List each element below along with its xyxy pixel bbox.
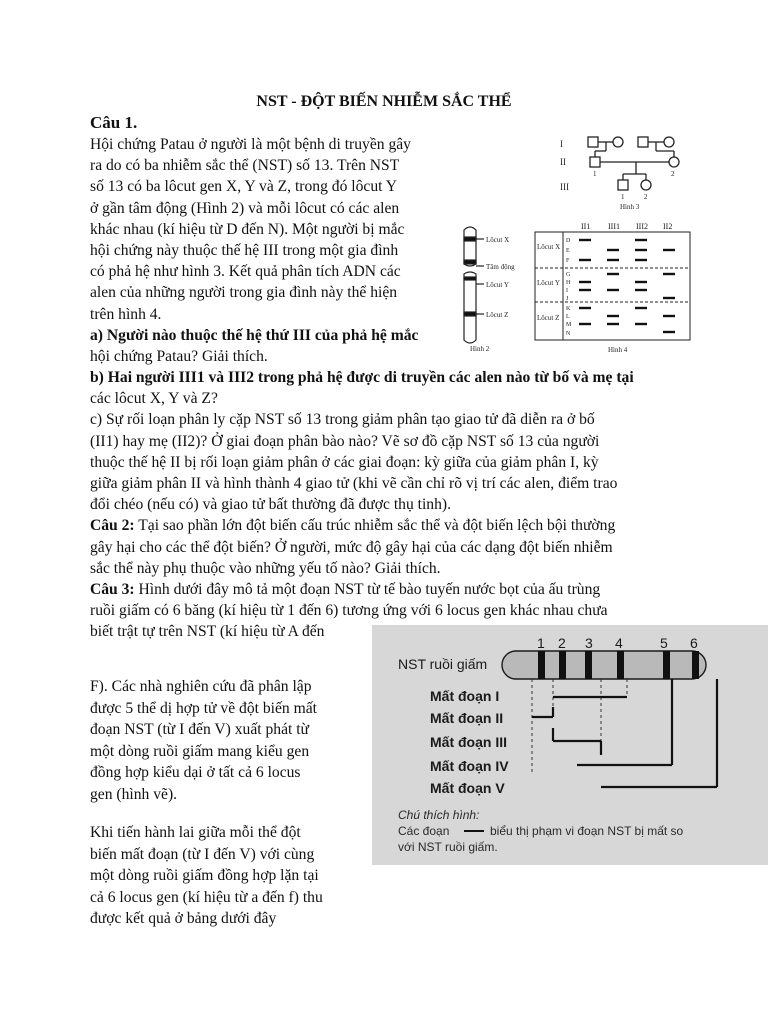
figure-caption: Hình 2 (470, 345, 490, 353)
allele-label: F (566, 258, 570, 264)
gel-figure (533, 218, 693, 356)
centromere-label: Tâm động (486, 263, 515, 271)
q3-line (90, 579, 690, 600)
q1-intro (90, 134, 450, 367)
pedigree-male (618, 180, 628, 190)
chromosome-band (585, 651, 592, 679)
text-line: sắc thể này phụ thuộc vào những yếu tố nào? Giải thích. (90, 559, 441, 577)
lane-header: III1 (608, 222, 620, 231)
individual-number: 1 (621, 193, 625, 201)
q1-c-line: đổi chéo (nếu có) và giao tử bất thường đã được thụ tinh). (90, 496, 451, 514)
text-line: Hội chứng Patau ở người là một bệnh di truyền gây (90, 136, 411, 153)
generation-label: II (560, 157, 566, 167)
text-line: alen của những người trong gia đình này thể hiện (90, 284, 398, 302)
text-line: biến mất đoạn (từ I đến V) với cùng (90, 845, 315, 863)
page-title: NST - ĐỘT BIẾN NHIỄM SẮC THỂ (256, 93, 512, 110)
pedigree-male (588, 137, 598, 147)
allele-label: H (566, 280, 571, 286)
q1-c-line: thuộc thế hệ II bị rối loạn giảm phân ở các giai đoạn: kỳ giữa của giảm phân I, kỳ (90, 453, 599, 471)
chromosome-band (663, 651, 670, 679)
individual-number: 2 (671, 170, 675, 178)
question-1-heading: Câu 1. (90, 113, 138, 132)
note-title: Chú thích hình: (398, 808, 480, 822)
chromosome-band (464, 312, 476, 316)
text-line: Khi tiến hành lai giữa mỗi thể đột (90, 824, 301, 841)
generation-label: III (560, 182, 569, 192)
allele-label: M (566, 322, 572, 328)
text-line: số 13 có ba lôcut gen X, Y và Z, trong đó lôcut Y (90, 178, 398, 196)
locus-label: Lôcut Z (537, 314, 560, 322)
question-2-label: Câu 2: (90, 517, 135, 535)
chromosome-band (692, 651, 699, 679)
text-line: khác nhau (kí hiệu từ D đến N). Một người bị mắc (90, 220, 405, 238)
pedigree-figure (550, 128, 700, 213)
lane-header: II1 (581, 222, 591, 231)
q2-line (90, 515, 690, 536)
pedigree-female (664, 137, 674, 147)
question-3-label: Câu 3: (90, 581, 135, 599)
text-line: Tại sao phần lớn đột biến cấu trúc nhiễm sắc thể và đột biến lệch bội thường (134, 517, 616, 535)
allele-label: L (566, 314, 570, 320)
deletion-label: Mất đoạn IV (430, 758, 509, 774)
q1-b-line: b) Hai người III1 và III2 trong phả hệ được di truyền các alen nào từ bố và mẹ tại (90, 369, 634, 386)
fly-chromosome (502, 651, 706, 679)
chromosome-band (464, 237, 476, 241)
lane-header: III2 (636, 222, 648, 231)
deletion-figure (372, 625, 768, 865)
locus-label: Lôcut Z (486, 311, 509, 319)
band-number: 1 (537, 635, 545, 651)
q1-c-line: c) Sự rối loạn phân ly cặp NST số 13 trong giảm phân tạo giao tử đã diễn ra ở bố (90, 411, 595, 429)
deletion-label: Mất đoạn V (430, 780, 505, 796)
allele-label: J (566, 296, 569, 302)
lane-header: II2 (663, 222, 673, 231)
allele-label: D (566, 238, 571, 244)
q1-c-line: (II1) hay mẹ (II2)? Ở giai đoạn phân bào nào? Vẽ sơ đồ cặp NST số 13 của người (90, 432, 600, 450)
q3-paragraph-2 (90, 676, 352, 805)
allele-label: N (566, 331, 571, 337)
q1-c-line: giữa giảm phân II và hình thành 4 giao tử (khi vẽ cần chỉ rõ vị trí các alen, điểm trao (90, 475, 618, 493)
band-number: 6 (690, 635, 698, 651)
pedigree-female (669, 157, 679, 167)
locus-label: Lôcut Y (486, 281, 509, 289)
text-line: được 5 thể dị hợp tử về đột biến mất (90, 699, 317, 717)
chromosome-figure (458, 222, 538, 354)
q1-a-line: hội chứng Patau? Giải thích. (90, 348, 268, 366)
allele-label: E (566, 248, 570, 254)
pedigree-female (613, 137, 623, 147)
deletion-label: Mất đoạn I (430, 688, 500, 704)
allele-label: G (566, 272, 571, 278)
pedigree-female (641, 180, 651, 190)
pedigree-male (590, 157, 600, 167)
q1-b-line: các lôcut X, Y và Z? (90, 390, 218, 408)
band-number: 5 (660, 635, 668, 651)
pedigree-male (638, 137, 648, 147)
text-line: có phả hệ như hình 3. Kết quả phân tích ADN các (90, 263, 401, 281)
allele-label: I (566, 288, 568, 294)
chromosome-band (617, 651, 624, 679)
figure-caption: Hình 3 (620, 203, 640, 211)
text-line: ở gần tâm động (Hình 2) và mỗi lôcut có các alen (90, 199, 400, 217)
note-text: Các đoạn (398, 824, 450, 838)
deletion-label: Mất đoạn II (430, 710, 504, 726)
text-line: F). Các nhà nghiên cứu đã phân lập (90, 678, 312, 695)
q1-bc (90, 367, 690, 643)
locus-label: Lôcut X (537, 243, 561, 251)
band-number: 3 (585, 635, 593, 651)
text-line: một dòng ruồi giấm đồng hợp lặn tại (90, 867, 319, 884)
text-line: cả 6 locus gen (kí hiệu từ a đến f) thu (90, 888, 323, 906)
individual-number: 1 (593, 170, 597, 178)
individual-number: 2 (644, 193, 648, 201)
note-text: biểu thị phạm vi đoạn NST bị mất so (490, 824, 684, 838)
text-line: Hình dưới đây mô tả một đoạn NST từ tế bào tuyến nước bọt của ấu trùng (134, 581, 601, 599)
text-line: đồng hợp kiểu dại ở tất cả 6 locus (90, 764, 301, 781)
text-line: được kết quả ở bảng dưới đây (90, 910, 277, 927)
q3-paragraph-3 (90, 822, 352, 930)
locus-label: Lôcut Y (537, 279, 560, 287)
chromosome-band (559, 651, 566, 679)
chromosome-band (464, 277, 476, 280)
chromosome-band (538, 651, 545, 679)
text-line: hội chứng này thuộc thế hệ III trong một gia đình (90, 242, 399, 260)
chromosome-band (464, 260, 476, 264)
generation-label: I (560, 139, 563, 149)
figure-caption: Hình 4 (608, 346, 628, 354)
note-text: với NST ruồi giấm. (398, 840, 498, 854)
text-line: một dòng ruồi giấm mang kiểu gen (90, 742, 310, 760)
text-line: ruồi giấm có 6 băng (kí hiệu từ 1 đến 6) tương ứng với 6 locus gen khác nhau chưa (90, 602, 608, 620)
allele-label: K (566, 306, 571, 312)
chromosome-label: NST ruồi giấm (398, 656, 488, 672)
locus-label: Lôcut X (486, 236, 510, 244)
deletion-label: Mất đoạn III (430, 734, 507, 750)
text-line: biết trật tự trên NST (kí hiệu từ A đến (90, 623, 325, 641)
text-line: gen (hình vẽ). (90, 785, 178, 803)
text-line: gây hại cho các thể đột biến? Ở người, mức độ gây hại của các dạng đột biến nhiễm (90, 538, 613, 556)
band-number: 2 (558, 635, 566, 651)
q1-a-line: a) Người nào thuộc thế hệ thứ III của phả hệ mắc (90, 326, 419, 344)
chromosome-arm (464, 272, 476, 343)
text-line: đoạn NST (từ I đến V) xuất phát từ (90, 721, 310, 738)
text-line: ra do có ba nhiễm sắc thể (NST) số 13. Trên NST (90, 157, 400, 175)
band-number: 4 (615, 635, 623, 651)
text-line: trên hình 4. (90, 305, 162, 323)
